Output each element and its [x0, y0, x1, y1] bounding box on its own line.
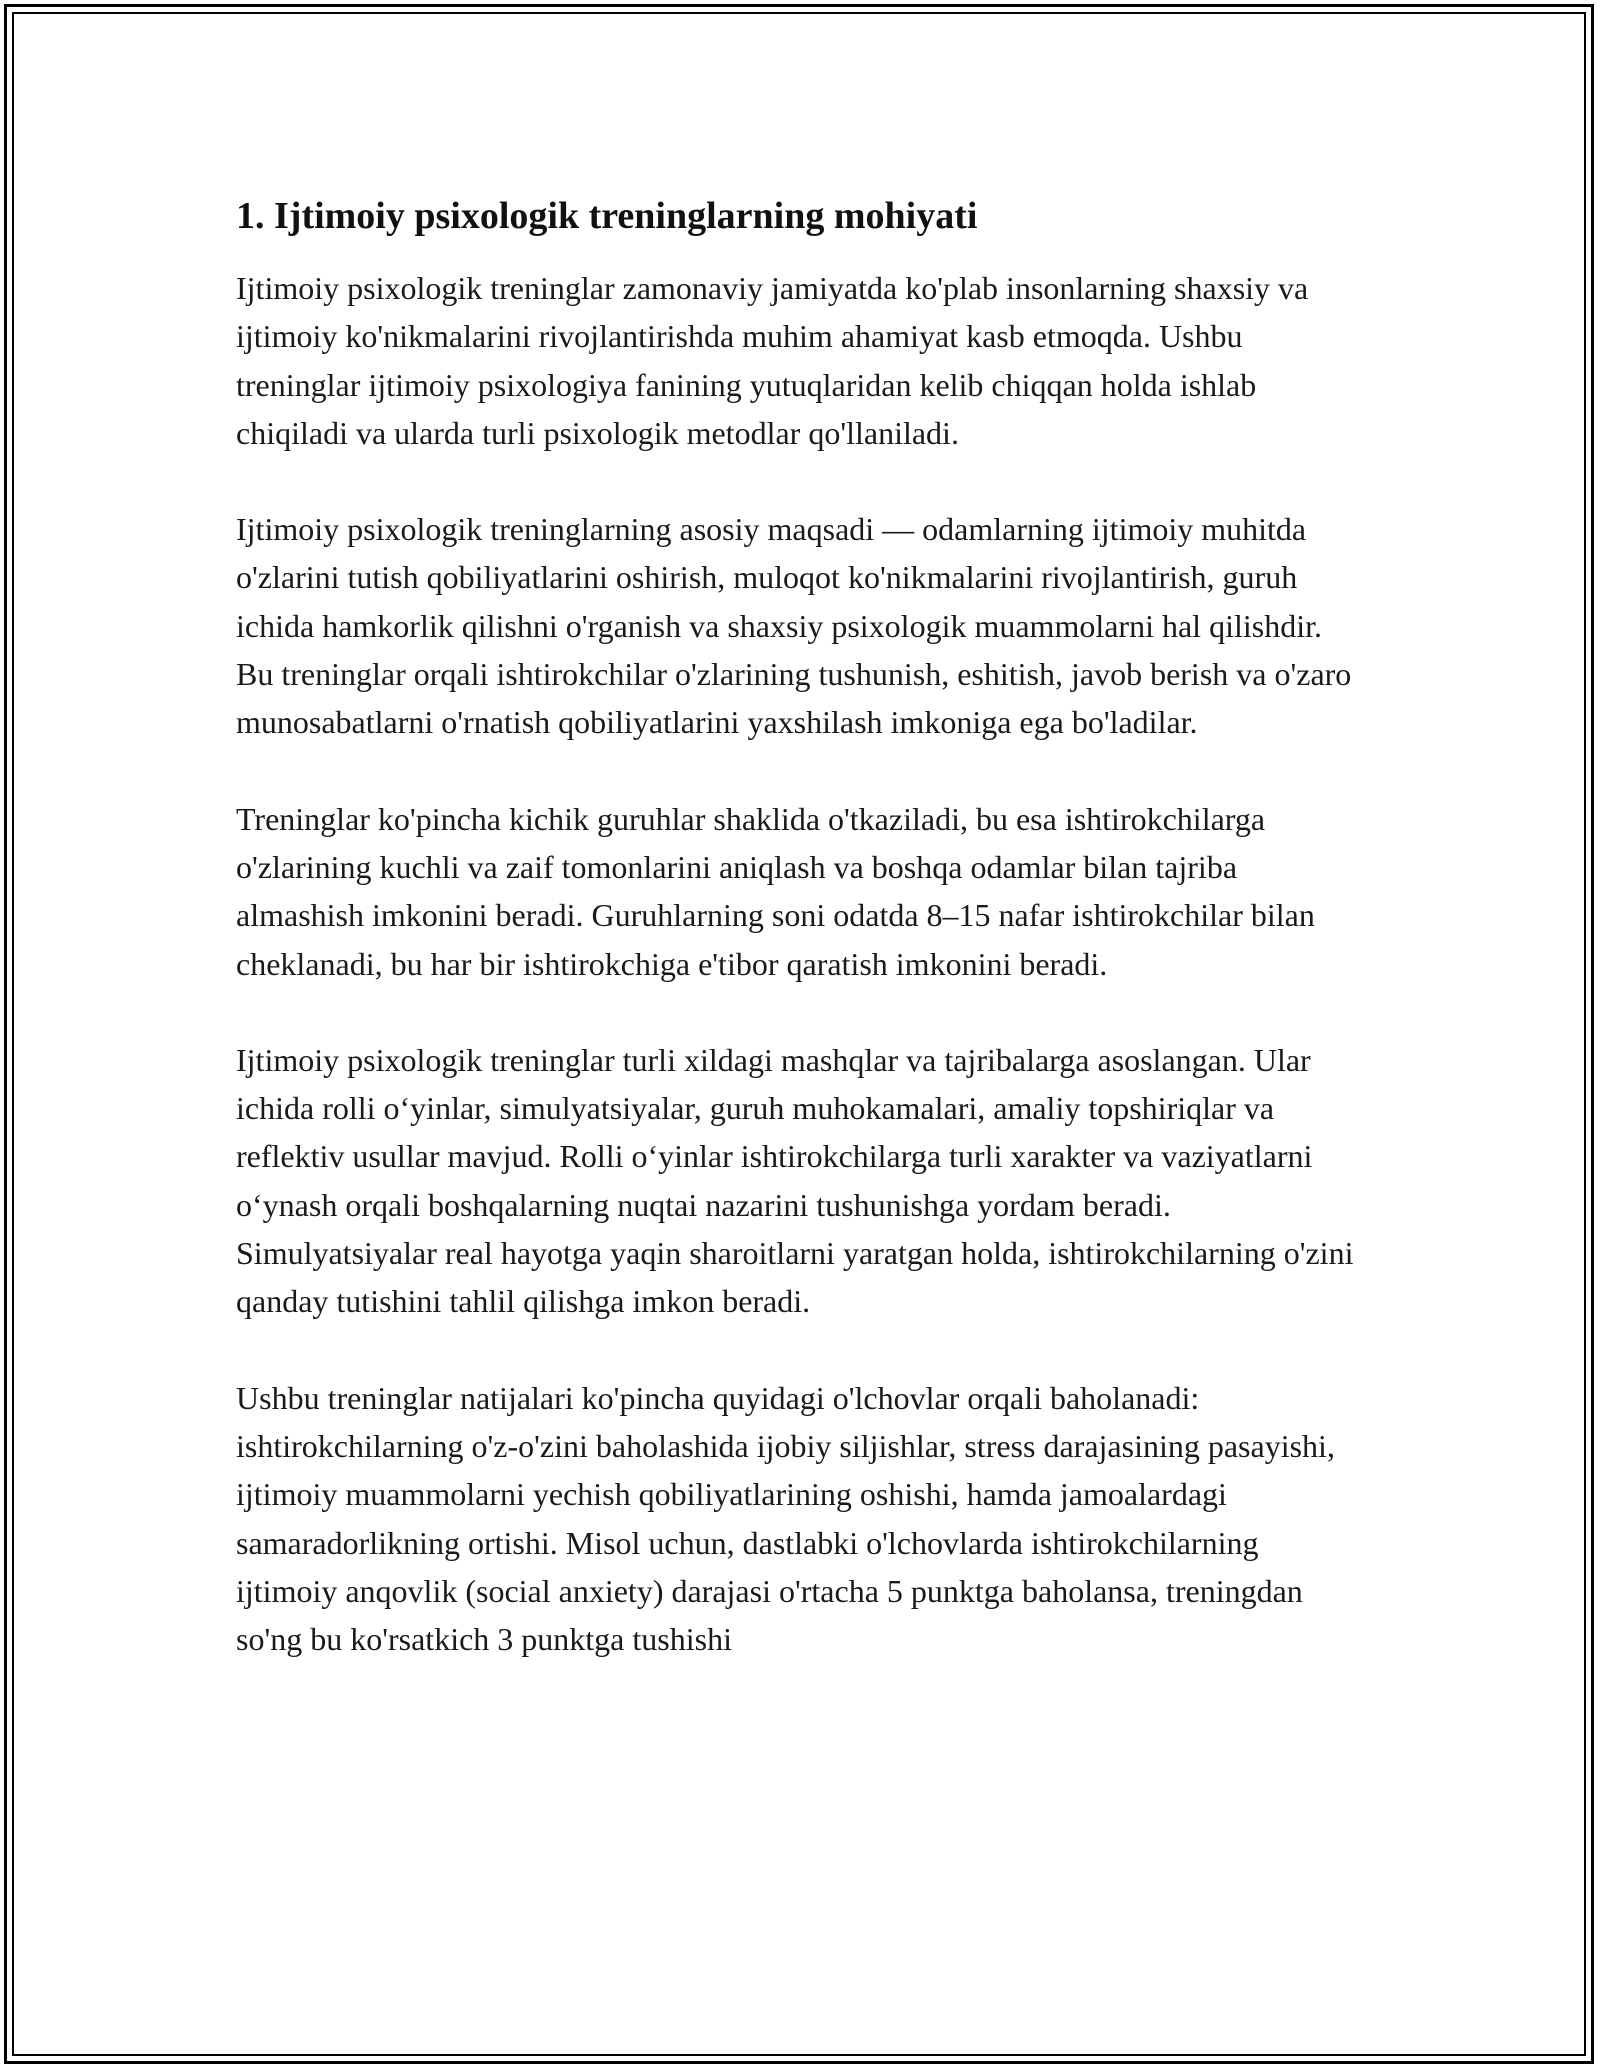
- document-body: [236, 186, 1366, 1711]
- paragraph-4: Ijtimoiy psixologik treninglar turli xildagi mashqlar va tajribalarga asoslangan. Ular ichida rolli o‘yinlar, simulyatsiyalar, guruh muhokamalari, amaliy topshiriqlar va reflektiv usullar mavjud. Rolli o‘yinlar ishtirokchilarga turli xarakter va vaziyatlarni o‘ynash orqali boshqalarning nuqtai nazarini tushunishga yordam beradi. Simulyatsiyalar real hayotga yaqin sharoitlarni yaratgan holda, ishtirokchilarning o'zini qanday tutishini tahlil qilishga imkon beradi.: [236, 1041, 1354, 1320]
- paragraph-1: Ijtimoiy psixologik treninglar zamonaviy jamiyatda ko'plab insonlarning shaxsiy va ijtimoiy ko'nikmalarini rivojlantirishda muhim ahamiyat kasb etmoqda. Ushbu treninglar ijtimoiy psixologiya fanining yutuqlaridan kelib chiqqan holda ishlab chiqiladi va ularda turli psixologik metodlar qo'llaniladi.: [236, 270, 1309, 451]
- paragraph-5: Ushbu treninglar natijalari ko'pincha quyidagi o'lchovlar orqali baholanadi: ishtirokchilarning o'z-o'zini baholashida ijobiy siljishlar, stress darajasining pasayishi, ijtimoiy muammolarni yechish qobiliyatlarining oshishi, hamda jamoalardagi samaradorlikning ortishi. Misol uchun, dastlabki o'lchovlarda ishtirokchilarning ijtimoiy anqovlik (social anxiety) darajasi o'rtacha 5 punktga baholansa, treningdan so'ng bu ko'rsatkich 3 punktga tushishi: [236, 1379, 1335, 1658]
- section-heading: 1. Ijtimoiy psixologik treninglarning mohiyati: [236, 195, 978, 237]
- paragraph-2: Ijtimoiy psixologik treninglarning asosiy maqsadi — odamlarning ijtimoiy muhitda o'zlarini tutish qobiliyatlarini oshirish, muloqot ko'nikmalarini rivojlantirish, guruh ichida hamkorlik qilishni o'rganish va shaxsiy psixologik muammolarni hal qilishdir. Bu treninglar orqali ishtirokchilar o'zlarining tushunish, eshitish, javob berish va o'zaro munosabatlarni o'rnatish qobiliyatlarini yaxshilash imkoniga ega bo'ladilar.: [236, 511, 1352, 741]
- paragraph-3: Treninglar ko'pincha kichik guruhlar shaklida o'tkaziladi, bu esa ishtirokchilarga o'zlarining kuchli va zaif tomonlarini aniqlash va boshqa odamlar bilan tajriba almashish imkonini beradi. Guruhlarning soni odatda 8–15 nafar ishtirokchilar bilan cheklanadi, bu har bir ishtirokchiga e'tibor qaratish imkonini beradi.: [236, 800, 1315, 982]
